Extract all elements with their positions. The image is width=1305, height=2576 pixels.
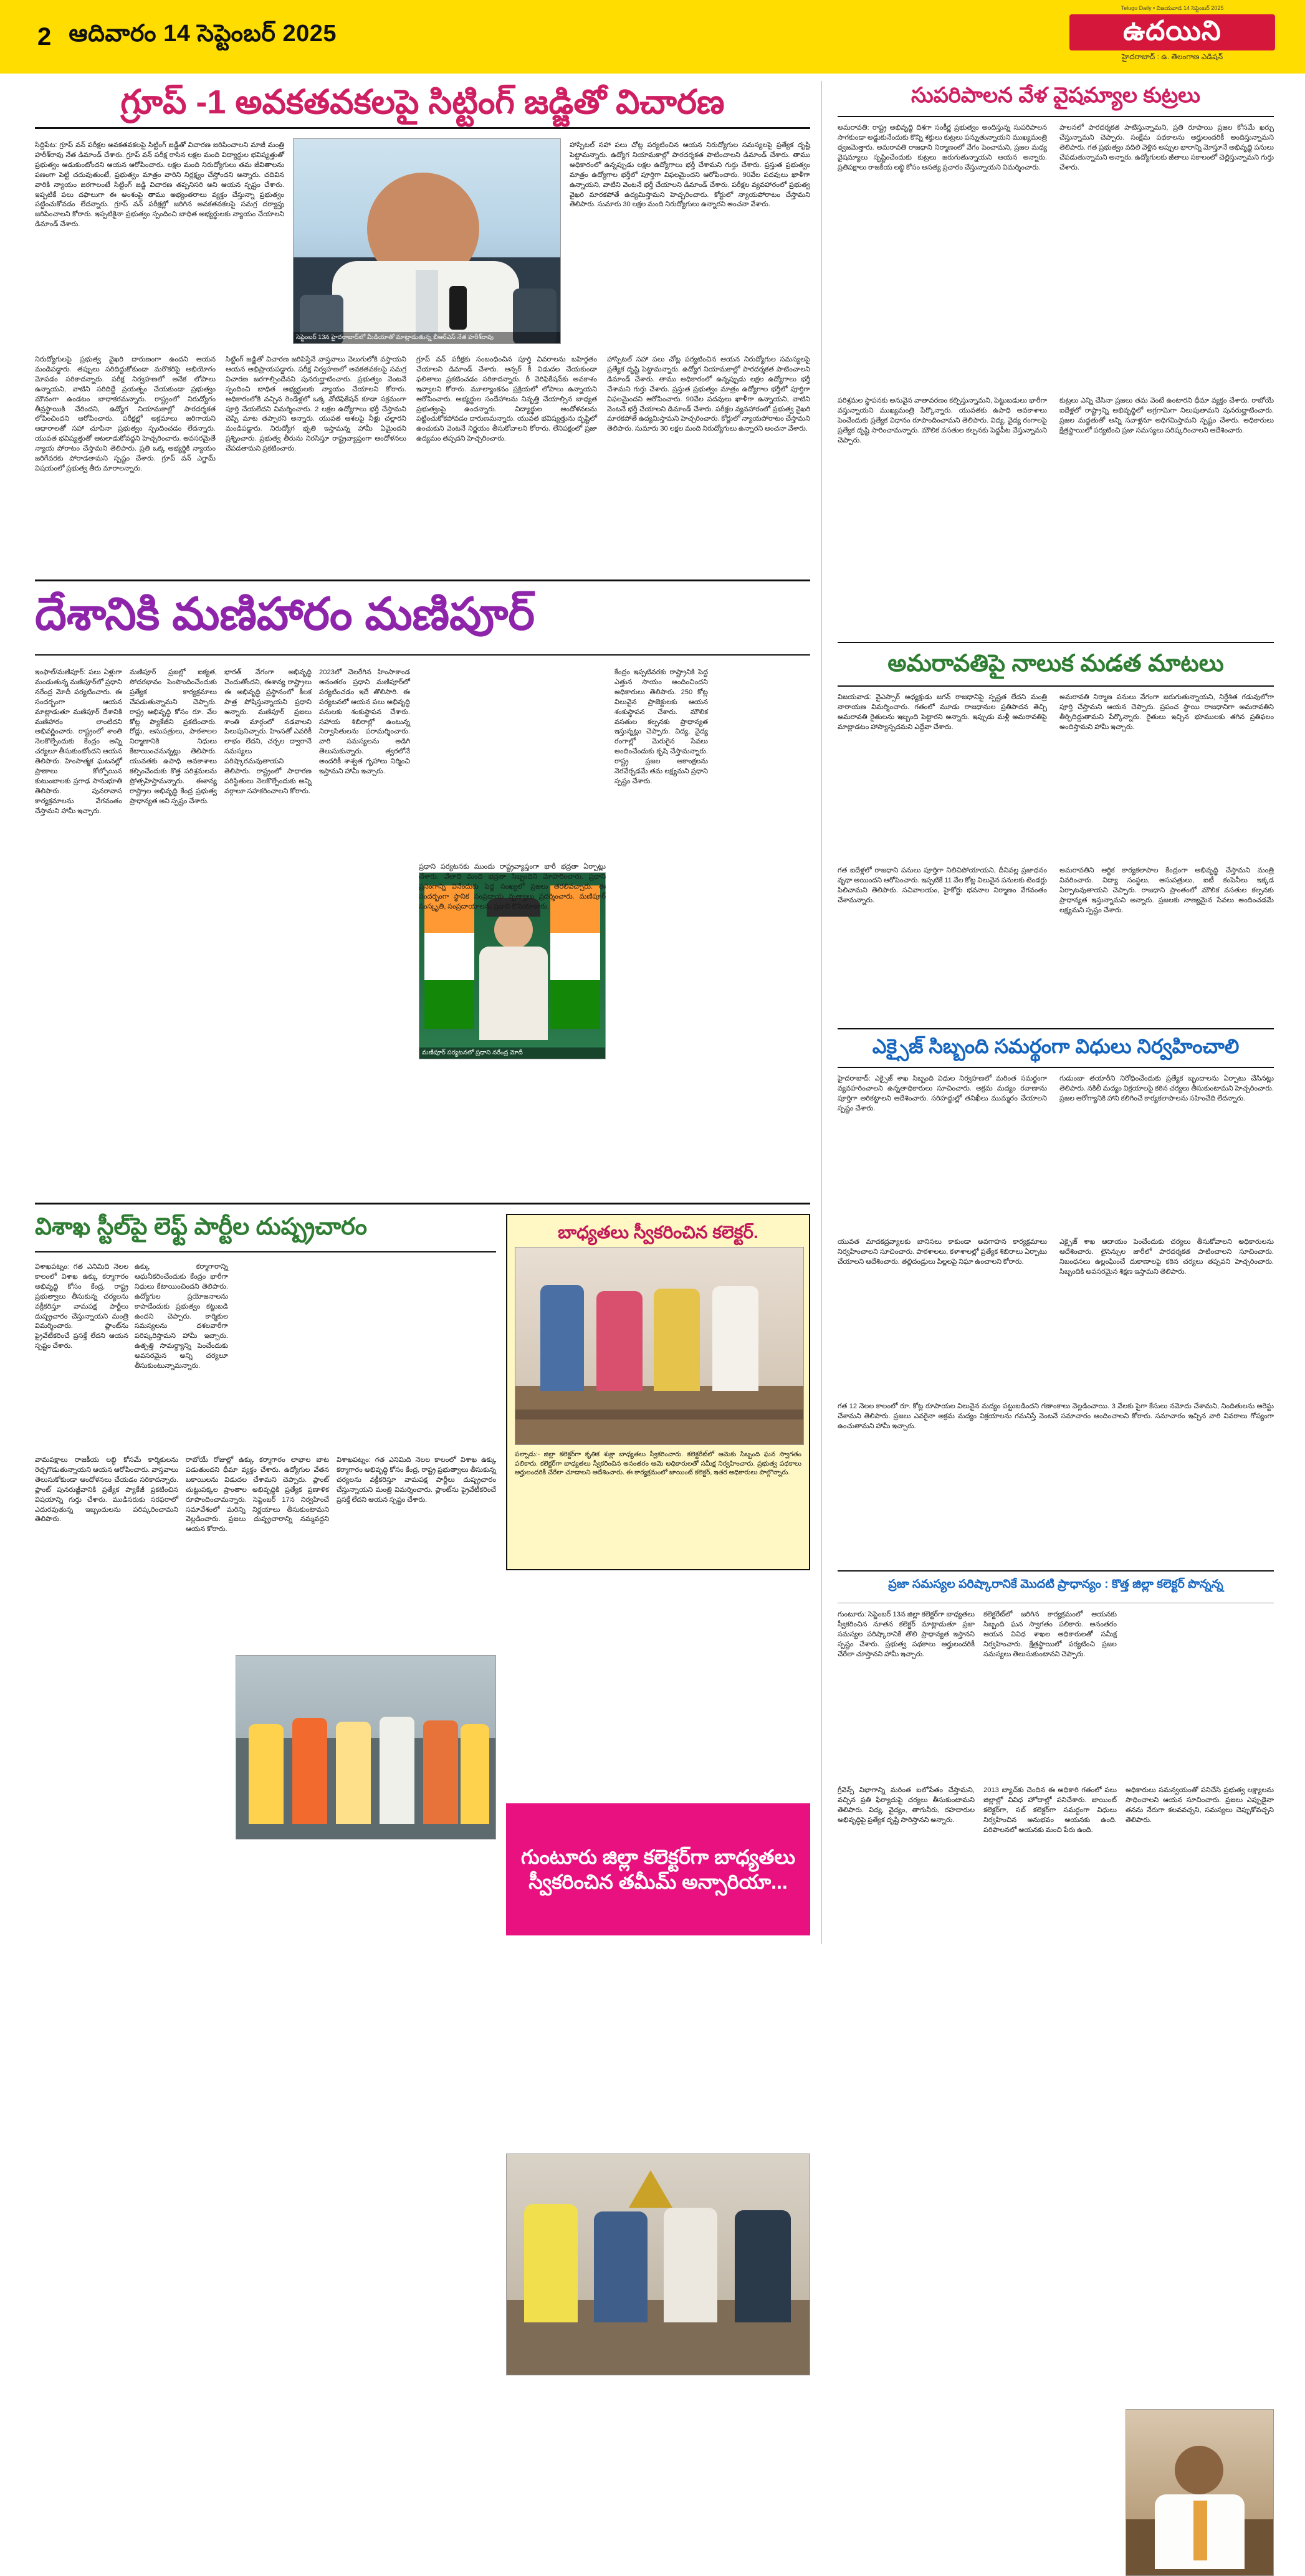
- right-b-col3: గత ఐదేళ్లలో రాజధాని పనులు పూర్తిగా నిలిచిపోయాయని, దీనివల్ల ప్రజాధనం వృథా అయిందని ఆరోపించారు. ఇప్పటికే 11 వేల కోట్ల విలువైన పనులకు టెండర్లు పిలిచామని తెలిపారు. సచివాలయం, హైకోర్టు భవనాల నిర్మాణం వేగవంతం చేశామన్నారు.: [838, 867, 1047, 904]
- right-a-col1: అమరావతి: రాష్ట్ర అభివృద్ధి దిశగా సంకీర్ణ ప్రభుత్వం అందిస్తున్న సుపరిపాలన సాగకుండా అడ్డుకునేందుకు కొన్ని శక్తులు కుట్రలు పన్నుతున్నాయని ముఖ్యమంత్రి ధ్వజమెత్తారు. అమరావతి రాజధాని నిర్మాణంలో వేగం పెంచామని, ప్రజల మధ్య వైషమ్యాలు సృష్టించేందుకు కుట్రలు జరుగుతున్నాయని ఆయన అన్నారు. ప్రతిపక్షాలు రాజకీయ లబ్ధి కోసం అసత్య ప్రచారం చేస్తున్నాయని విమర్శించారు.: [838, 124, 1047, 171]
- right-b-col2: అమరావతి నిర్మాణ పనులు వేగంగా జరుగుతున్నాయని, నిర్దేశిత గడువులోగా పూర్తి చేస్తామని ఆయన చెప్పారు. ప్రపంచ స్థాయి రాజధానిగా అమరావతిని తీర్చిదిద్దుతామని పేర్కొన్నారు. రైతులు ఇచ్చిన భూములకు తగిన ప్రతిఫలం అందిస్తామని హామీ ఇచ్చారు.: [1059, 694, 1274, 731]
- right-c-col4: ఎక్సైజ్ శాఖ ఆదాయం పెంచేందుకు చర్యలు తీసుకోవాలని అధికారులను ఆదేశించారు. లైసెన్సుల జారీలో పారదర్శకత పాటించాలని సూచించారు. నిబంధనలు ఉల్లంఘించే దుకాణాలపై కఠిన చర్యలు తప్పవని హెచ్చరించారు. సిబ్బందికి అవసరమైన శిక్షణ ఇస్తామని తెలిపారు.: [1059, 1238, 1274, 1276]
- story5-photo: [506, 2154, 810, 2375]
- story1-headline: గ్రూప్ -1 అవకతవకలపై సిట్టింగ్ జడ్జితో విచారణ: [120, 83, 725, 121]
- masthead-left: [0, 21, 337, 53]
- right-d-col3: గ్రీవెన్స్ విభాగాన్ని మరింత బలోపేతం చేస్తామని, వచ్చిన ప్రతి ఫిర్యాదుపై చర్యలు తీసుకుంటామని తెలిపారు. విద్య, వైద్యం, తాగునీరు, రహదారుల అభివృద్ధిపై ప్రత్యేక దృష్టి సారిస్తానని అన్నారు.: [838, 1787, 975, 1824]
- right-b-bottom-rule: [838, 1028, 1274, 1029]
- right-b-col1: విజయవాడ: వైఎస్సార్ అధ్యక్షుడు జగన్ రాజధానిపై స్పష్టత లేదని మంత్రి నారాయణ విమర్శించారు. గతంలో మూడు రాజధానుల ప్రతిపాదన తెచ్చి అమరావతి రైతులను ఇబ్బంది పెట్టారని అన్నారు. ఇప్పుడు మళ్లీ అమరావతిపై మాట్లాడటం హాస్యాస్పదమని ఎద్దేవా చేశారు.: [838, 694, 1047, 731]
- story1-col3: నిరుద్యోగులపై ప్రభుత్వ వైఖరి దారుణంగా ఉందని ఆయన మండిపడ్డారు. తప్పులు సరిదిద్దుకోకుండా మరొకరిపై అభియోగం మోపడం సరికాదన్నారు. పరీక్ష నిర్వహణలో అనేక లోపాలు ఉన్నాయని, వాటిని సరిదిద్దే ప్రయత్నం చేయకుండా ప్రభుత్వం మౌనంగా ఉండటం బాధాకరమన్నారు. రాష్ట్రంలో నిరుద్యోగం తీవ్రస్థాయికి చేరిందని, ఉద్యోగ నియామకాల్లో పారదర్శకత లోపించిందని ఆరోపించారు. పరీక్షల్లో అక్రమాలు జరిగాయని ఆధారాలతో సహా చూపినా ప్రభుత్వం స్పందించడం లేదన్నారు. యువత భవిష్యత్తుతో ఆటలాడుకోవద్దని హెచ్చరించారు. అవసరమైతే న్యాయ పోరాటం చేస్తామని తెలిపారు. ప్రతి ఒక్క అభ్యర్థికి న్యాయం జరిగేవరకు పోరాడతామని స్పష్టం చేశారు. గ్రూప్ వన్ ఎగ్జామ్ విషయంలో ప్రభుత్వ తీరు మారాలన్నారు.: [35, 356, 216, 472]
- story5-pink-caption: గుంటూరు జిల్లా కలెక్టర్‌గా బాధ్యతలు స్వీకరించిన తమీమ్ అన్సారియా...: [520, 1846, 796, 1893]
- story-group1-headline-wrap: [35, 80, 810, 135]
- story2-bottom-rule: [35, 1203, 810, 1205]
- story2-photo-caption: మణిపూర్ పర్యటనలో ప్రధాని నరేంద్ర మోదీ: [419, 1047, 605, 1059]
- right-story-a-headline: సుపరిపాలన వేళ వైషమ్యాల కుట్రలు: [911, 83, 1201, 107]
- story2-col5: ప్రధాని పర్యటనకు ముందు రాష్ట్రవ్యాప్తంగా భారీ భద్రతా ఏర్పాట్లు చేశారు. వేలాది మంది భద్రతా సిబ్బందిని మోహరించారు. ప్రధాని ప్రసంగాన్ని వినేందుకు పెద్ద సంఖ్యలో ప్రజలు తరలివచ్చారు. ఈ సందర్భంగా స్థానిక సంప్రదాయ నృత్యాలు ప్రదర్శించారు. మణిపూర్ సంస్కృతి, సంప్రదాయాలను ప్రధాని కొనియాడారు.: [419, 863, 606, 910]
- right-story-d-photo: [1126, 2409, 1274, 2576]
- story1-col1: సిద్దిపేట: గ్రూప్ వన్ పరీక్షల అవకతవకలపై సిట్టింగ్ జడ్జీతో విచారణ జరిపించాలని మాజీ మంత్రి హరీశ్‌రావు నేత డిమాండ్ చేశారు. గ్రూప్ వన్ పరీక్ష రాసిన లక్షల మంది విద్యార్థుల భవిష్యత్తుతో ప్రభుత్వం ఆడుకుంటోందని ఆయన ఆరోపించారు. లక్షల మంది నిరుద్యోగులు తమ జీవితాలను పణంగా పెట్టి చదువుతుంటే, ప్రభుత్వం మాత్రం వారిని నిర్లక్ష్యం చేస్తోందని అన్నారు. చదివిన వారికి న్యాయం జరగాలంటే సిట్టింగ్ జడ్జి విచారణ తప్పనిసరి అని ఆయన స్పష్టం చేశారు. ఇప్పటికే పలు దఫాలుగా ఈ అంశంపై తాము అభ్యంతరాలు వ్యక్తం చేస్తున్నా ప్రభుత్వం పట్టించుకోవడం లేదన్నారు. గ్రూప్ వన్ పరీక్షల్లో జరిగిన అవకతవకలపై సమగ్ర దర్యాప్తు జరిపించాలని కోరారు. ఇప్పటికైనా ప్రభుత్వం స్పందించి బాధిత అభ్యర్థులకు న్యాయం చేయాలని డిమాండ్ చేశారు.: [35, 141, 284, 229]
- column-divider-main: [821, 81, 822, 1944]
- logo-sub-text: హైదరాబాద్ : ఉ. తెలంగాణ ఎడిషన్: [1121, 52, 1223, 62]
- right-story-c-rule: [838, 1067, 1274, 1068]
- page-number: 2: [37, 22, 52, 50]
- story3-col3: వామపక్షాలు రాజకీయ లబ్ధి కోసమే కార్మికులను రెచ్చగొడుతున్నాయని ఆయన ఆరోపించారు. వాస్తవాలు తెలుసుకోకుండా ఆందోళనలు చేయడం సరికాదన్నారు. ప్లాంట్ పునరుజ్జీవానికి ప్రత్యేక ప్యాకేజీ ప్రకటించిన విషయాన్ని గుర్తు చేశారు. ముడిసరుకు సరఫరాలో ఎదురవుతున్న ఇబ్బందులను పరిష్కరించామని తెలిపారు.: [35, 1456, 178, 1524]
- story2-col6: కేంద్రం ఇప్పటివరకు రాష్ట్రానికి పెద్ద ఎత్తున సాయం అందించిందని అధికారులు తెలిపారు. 250 కోట్ల విలువైన ప్రాజెక్టులకు ఆయన శంకుస్థాపన చేశారు. మౌలిక వసతుల కల్పనకు ప్రాధాన్యత ఇస్తున్నట్లు చెప్పారు. విద్య, వైద్య రంగాల్లో మెరుగైన సేవలు అందించేందుకు కృషి చేస్తామన్నారు. రాష్ట్ర ప్రజల ఆకాంక్షలను నెరవేర్చడమే తమ లక్ష్యమని ప్రధాని స్పష్టం చేశారు.: [614, 669, 708, 785]
- story4-headline: బాధ్యతలు స్వీకరించిన కలెక్టర్.: [558, 1223, 758, 1242]
- right-d-col1: గుంటూరు: సెప్టెంబర్ 13న జిల్లా కలెక్టర్‌గా బాధ్యతలు స్వీకరించిన నూతన కలెక్టర్ మాట్లాడుతూ ప్రజా సమస్యల పరిష్కారానికే తొలి ప్రాధాన్యత ఇస్తానని స్పష్టం చేశారు. ప్రభుత్వ పథకాలు అర్హులందరికీ చేరేలా చూస్తానని హామీ ఇచ్చారు.: [838, 1611, 975, 1658]
- right-story-a-rule: [838, 116, 1274, 117]
- right-story-b-rule: [838, 685, 1274, 687]
- right-a-bottom-rule: [838, 642, 1274, 643]
- story3-rule: [35, 1251, 496, 1252]
- story2-col2: మణిపూర్ ప్రజల్లో ఐక్యత, సోదరభావం పెంపొందించేందుకు ప్రత్యేక కార్యక్రమాలు చేపడుతున్నామని చెప్పారు. రాష్ట్ర అభివృద్ధి కోసం రూ. వేల కోట్ల ప్యాకేజీని ప్రకటించారు. రోడ్లు, ఆసుపత్రులు, పాఠశాలల నిర్మాణానికి నిధులు కేటాయించనున్నట్లు తెలిపారు. యువతకు ఉపాధి అవకాశాలు కల్పించేందుకు కొత్త పరిశ్రమలను ప్రోత్సహిస్తామన్నారు. ఈశాన్య రాష్ట్రాల అభివృద్ధి కేంద్ర ప్రభుత్వ ప్రాధాన్యత అని స్పష్టం చేశారు.: [130, 669, 217, 805]
- story2-col4: 2023లో చెలరేగిన హింసాకాండ అనంతరం ప్రధాని మణిపూర్‌లో పర్యటించడం ఇదే తొలిసారి. ఈ పర్యటనలో ఆయన పలు అభివృద్ధి పనులకు శంకుస్థాపన చేశారు. సహాయ శిబిరాల్లో ఉంటున్న నిర్వాసితులను పరామర్శించారు. వారి సమస్యలను అడిగి తెలుసుకున్నారు. త్వరలోనే అందరికీ శాశ్వత గృహాలు నిర్మించి ఇస్తామని హామీ ఇచ్చారు.: [319, 669, 410, 776]
- story1-photo-caption: సెప్టెంబర్ 13న హైదరాబాద్‌లో మీడియాతో మాట్లాడుతున్న బీఆర్ఎస్ నేత హరీశ్‌రావు: [294, 332, 560, 343]
- story3-col1: విశాఖపట్నం: గత ఎనిమిది నెలల కాలంలో విశాఖ ఉక్కు కర్మాగారం అభివృద్ధి కోసం కేంద్ర, రాష్ట్ర ప్రభుత్వాలు తీసుకున్న చర్యలను వక్రీకరిస్తూ వామపక్ష పార్టీలు దుష్ప్రచారం చేస్తున్నాయని మంత్రి విమర్శించారు. ప్లాంట్‌ను ప్రైవేటీకరించే ప్రసక్తే లేదని ఆయన స్పష్టం చేశారు.: [35, 1263, 128, 1350]
- right-d-col4: 2013 బ్యాచ్‌కు చెందిన ఈ అధికారి గతంలో పలు జిల్లాల్లో వివిధ హోదాల్లో పనిచేశారు. జాయింట్ కలెక్టర్‌గా, సబ్ కలెక్టర్‌గా సమర్థంగా విధులు నిర్వహించిన అనుభవం ఆయనకు ఉంది. పరిపాలనలో ఆయనకు మంచి పేరు ఉంది.: [983, 1787, 1117, 1834]
- story1-rule: [35, 127, 810, 129]
- right-c-col2: గుడుంబా తయారీని నిరోధించేందుకు ప్రత్యేక బృందాలను ఏర్పాటు చేసినట్లు తెలిపారు. నకిలీ మద్యం విక్రయాలపై కఠిన చర్యలు తీసుకుంటామని హెచ్చరించారు. ప్రజల ఆరోగ్యానికి హాని కలిగించే కార్యకలాపాలను సహించేది లేదన్నారు.: [1059, 1075, 1274, 1102]
- right-d-col2: కలెక్టరేట్‌లో జరిగిన కార్యక్రమంలో ఆయనకు సిబ్బంది ఘన స్వాగతం పలికారు. అనంతరం ఆయన వివిధ శాఖల అధికారులతో సమీక్ష నిర్వహించారు. క్షేత్రస్థాయిలో పర్యటించి ప్రజల సమస్యలు తెలుసుకుంటానని చెప్పారు.: [983, 1611, 1117, 1658]
- right-a-col2: పాలనలో పారదర్శకత పాటిస్తున్నామని, ప్రతి రూపాయి ప్రజల కోసమే ఖర్చు చేస్తున్నామని చెప్పారు. సంక్షేమ పథకాలను అర్హులందరికీ అందిస్తున్నామని తెలిపారు. గత ప్రభుత్వం వదిలి వెళ్లిన అప్పుల భారాన్ని మోస్తూనే అభివృద్ధి పనులు చేపడుతున్నామని అన్నారు. ఉద్యోగులకు జీతాలు సకాలంలో చెల్లిస్తున్నామని గుర్తు చేశారు.: [1059, 124, 1274, 171]
- right-b-col4: అమరావతిని ఆర్థిక కార్యకలాపాల కేంద్రంగా అభివృద్ధి చేస్తామని మంత్రి వివరించారు. విద్యా సంస్థలు, ఆసుపత్రులు, ఐటీ కంపెనీలు ఇక్కడ ఏర్పాటవుతాయని చెప్పారు. రాజధాని ప్రాంతంలో మౌలిక వసతుల కల్పనకు ప్రాధాన్యత ఇస్తున్నామని అన్నారు. ప్రజలకు నాణ్యమైన సేవలు అందించడమే లక్ష్యమని స్పష్టం చేశారు.: [1059, 867, 1274, 914]
- story1-bottom-rule: [35, 580, 810, 581]
- story2-headline: దేశానికి మణిహారం మణిపూర్: [35, 589, 535, 639]
- masthead-date: ఆదివారం 14 సెప్టెంబర్ 2025: [69, 21, 337, 47]
- story2-col3: భారత్ వేగంగా అభివృద్ధి చెందుతోందని, ఈశాన్య రాష్ట్రాలు ఈ అభివృద్ధి ప్రస్థానంలో కీలక పాత్ర పోషిస్తున్నాయని ప్రధాని అన్నారు. మణిపూర్ ప్రజలు శాంతి మార్గంలో నడవాలని పిలుపునిచ్చారు. హింసతో ఎవరికీ లాభం లేదని, చర్చల ద్వారానే సమస్యలు పరిష్కారమవుతాయని తెలిపారు. రాష్ట్రంలో సాధారణ పరిస్థితులు నెలకొల్పేందుకు అన్ని వర్గాలూ సహకరించాలని కోరారు.: [224, 669, 312, 795]
- story4-caption: పల్నాడు:- జిల్లా కలెక్టర్‌గా కృతిక శుక్లా బాధ్యతలు స్వీకరించారు. కలెక్టరేట్‌లో ఆమెకు సిబ్బంది ఘన స్వాగతం పలికారు. కలెక్టర్‌గా బాధ్యతలు స్వీకరించిన అనంతరం ఆమె అధికారులతో సమీక్ష నిర్వహించారు. ప్రభుత్వ పథకాలు అర్హులందరికీ చేరేలా చూడాలని ఆదేశించారు. ఈ కార్యక్రమంలో జాయింట్ కలెక్టర్, ఇతర అధికారులు పాల్గొన్నారు.: [515, 1451, 801, 1477]
- logo-badge: ఉదయిని: [1069, 14, 1275, 50]
- masthead: [0, 0, 1305, 74]
- right-story-b-headline: అమరావతిపై నాలుక మడత మాటలు: [887, 651, 1224, 677]
- story1-photo: [293, 138, 561, 344]
- right-a-col3: పరిశ్రమల స్థాపనకు అనువైన వాతావరణం కల్పిస్తున్నామని, పెట్టుబడులు భారీగా వస్తున్నాయని ముఖ్యమంత్రి పేర్కొన్నారు. యువతకు ఉపాధి అవకాశాలు పెంచేందుకు ప్రత్యేక విధానం రూపొందించామని తెలిపారు. విద్య, వైద్య రంగాలపై ప్రత్యేక దృష్టి సారించామన్నారు. మౌలిక వసతుల కల్పనకు పెద్దపీట వేస్తున్నామని చెప్పారు.: [838, 397, 1047, 444]
- publication-logo: [1069, 5, 1275, 63]
- right-a-col4: కుట్రలు ఎన్ని చేసినా ప్రజలు తమ వెంటే ఉంటారని ధీమా వ్యక్తం చేశారు. రాబోయే ఐదేళ్లలో రాష్ట్రాన్ని అభివృద్ధిలో అగ్రగామిగా నిలుపుతామని పునరుద్ఘాటించారు. ప్రజల మద్దతుతో అన్ని సవాళ్లనూ అధిగమిస్తామని స్పష్టం చేశారు. అధికారులు క్షేత్రస్థాయిలో పర్యటించి ప్రజా సమస్యలు పరిష్కరించాలని ఆదేశించారు.: [1059, 397, 1274, 434]
- story2-col7: [717, 668, 810, 1191]
- right-c-col1: హైదరాబాద్: ఎక్సైజ్ శాఖ సిబ్బంది విధుల నిర్వహణలో మరింత సమర్థంగా వ్యవహరించాలని ఉన్నతాధికారులు సూచించారు. అక్రమ మద్యం రవాణాను పూర్తిగా అరికట్టాలని ఆదేశించారు. సరిహద్దుల్లో తనిఖీలు ముమ్మరం చేయాలని స్పష్టం చేశారు.: [838, 1075, 1047, 1112]
- story5-pink-caption-box: [506, 1803, 810, 1935]
- right-c-col3: యువత మాదకద్రవ్యాలకు బానిసలు కాకుండా అవగాహన కార్యక్రమాలు నిర్వహించాలని సూచించారు. పాఠశాలలు, కళాశాలల్లో ప్రత్యేక శిబిరాలు ఏర్పాటు చేయాలని ఆదేశించారు. తల్లిదండ్రులు పిల్లలపై నిఘా ఉంచాలని కోరారు.: [838, 1238, 1047, 1266]
- story2-rule: [35, 654, 810, 656]
- story3-col2: ఉక్కు కర్మాగారాన్ని ఆధునీకరించేందుకు కేంద్రం భారీగా నిధులు కేటాయించిందని తెలిపారు. ఉద్యోగుల ప్రయోజనాలను కాపాడేందుకు ప్రభుత్వం కట్టుబడి ఉందని చెప్పారు. కార్మికుల సమస్యలను దశలవారీగా పరిష్కరిస్తామని హామీ ఇచ్చారు. ఉత్పత్తి సామర్థ్యాన్ని పెంచేందుకు అవసరమైన అన్ని చర్యలూ తీసుకుంటున్నామన్నారు.: [135, 1263, 228, 1370]
- story2-col1: ఇంఫాల్/మణిపూర్: పలు ఏళ్లుగా మండుతున్న మణిపూర్‌లో ప్రధాని నరేంద్ర మోదీ పర్యటించారు. ఈ సందర్భంగా ఆయన మాట్లాడుతూ మణిపూర్ దేశానికి మణిహారం లాంటిదని అభివర్ణించారు. రాష్ట్రంలో శాంతి నెలకొల్పేందుకు కేంద్రం అన్ని చర్యలూ తీసుకుంటోందని ఆయన తెలిపారు. హింసాత్మక ఘటనల్లో ప్రాణాలు కోల్పోయిన కుటుంబాలకు ప్రగాఢ సానుభూతి తెలిపారు. పునరావాస కార్యక్రమాలను వేగవంతం చేస్తామని హామీ ఇచ్చారు.: [35, 669, 122, 815]
- right-c-col5: గత 12 నెలల కాలంలో రూ. కోట్ల రూపాయల విలువైన మద్యం పట్టుబడిందని గణాంకాలు వెల్లడించాయి. 3 వేలకు పైగా కేసులు నమోదు చేశామని, నిందితులను అరెస్టు చేశామని తెలిపారు. ప్రజలు ఎవరైనా అక్రమ మద్యం విక్రయాలను గమనిస్తే వెంటనే సమాచారం అందించాలని కోరారు. సమాచారం ఇచ్చిన వారి వివరాలు గోప్యంగా ఉంచుతామని హామీ ఇచ్చారు.: [838, 1403, 1274, 1430]
- story1-col2: హాస్పిటల్ సహా పలు చోట్ల పర్యటించిన ఆయన నిరుద్యోగుల సమస్యలపై ప్రత్యేక దృష్టి పెట్టామన్నారు. ఉద్యోగ నియామకాల్లో పారదర్శకత పాటించాలని డిమాండ్ చేశారు. తాము అధికారంలో ఉన్నప్పుడు లక్షల ఉద్యోగాలు భర్తీ చేశామని గుర్తు చేశారు. ప్రస్తుత ప్రభుత్వం మాత్రం ఉద్యోగాల భర్తీలో పూర్తిగా విఫలమైందని ఆరోపించారు. 90వేల పదవులు ఖాళీగా ఉన్నాయని, వాటిని వెంటనే భర్తీ చేయాలని డిమాండ్ చేశారు. పరీక్షల వ్యవహారంలో ప్రభుత్వ వైఖరి మారకపోతే ఉద్యమిస్తామని హెచ్చరించారు. కోర్టులో న్యాయపోరాటం చేస్తామని తెలిపారు. సుమారు 30 లక్షల మంది నిరుద్యోగులు ఉన్నారని అంచనా వేశారు.: [570, 141, 810, 209]
- story3-col5: విశాఖపట్నం: గత ఎనిమిది నెలల కాలంలో విశాఖ ఉక్కు కర్మాగారం అభివృద్ధి కోసం కేంద్ర, రాష్ట్ర ప్రభుత్వాలు తీసుకున్న చర్యలను వక్రీకరిస్తూ వామపక్ష పార్టీలు దుష్ప్రచారం చేస్తున్నాయని మంత్రి విమర్శించారు. ప్లాంట్‌ను ప్రైవేటీకరించే ప్రసక్తే లేదని ఆయన స్పష్టం చేశారు.: [337, 1456, 496, 1504]
- story1-col6: హాస్పిటల్ సహా పలు చోట్ల పర్యటించిన ఆయన నిరుద్యోగుల సమస్యలపై ప్రత్యేక దృష్టి పెట్టామన్నారు. ఉద్యోగ నియామకాల్లో పారదర్శకత పాటించాలని డిమాండ్ చేశారు. తాము అధికారంలో ఉన్నప్పుడు లక్షల ఉద్యోగాలు భర్తీ చేశామని గుర్తు చేశారు. ప్రస్తుత ప్రభుత్వం మాత్రం ఉద్యోగాల భర్తీలో పూర్తిగా విఫలమైందని ఆరోపించారు. 90వేల పదవులు ఖాళీగా ఉన్నాయని, వాటిని వెంటనే భర్తీ చేయాలని డిమాండ్ చేశారు. పరీక్షల వ్యవహారంలో ప్రభుత్వ వైఖరి మారకపోతే ఉద్యమిస్తామని హెచ్చరించారు. కోర్టులో న్యాయపోరాటం చేస్తామని తెలిపారు. సుమారు 30 లక్షల మంది నిరుద్యోగులు ఉన్నారని అంచనా వేశారు.: [607, 356, 810, 433]
- story3-col4: రాబోయే రోజుల్లో ఉక్కు కర్మాగారం లాభాల బాట పడుతుందని ధీమా వ్యక్తం చేశారు. ఉద్యోగుల వేతన బకాయిలను విడుదల చేశామని చెప్పారు. ప్లాంట్ చుట్టుపక్కల ప్రాంతాల అభివృద్ధికి ప్రత్యేక ప్రణాళిక రూపొందించామన్నారు. సెప్టెంబర్ 17న నిర్వహించే సమావేశంలో మరిన్ని నిర్ణయాలు తీసుకుంటామని వెల్లడించారు. ప్రజలు దుష్ప్రచారాన్ని నమ్మవద్దని ఆయన కోరారు.: [186, 1456, 329, 1534]
- right-story-c-headline: ఎక్సైజ్ సిబ్బంది సమర్థంగా విధులు నిర్వహించాలి: [872, 1035, 1240, 1057]
- story1-col5: గ్రూప్ వన్ పరీక్షకు సంబంధించిన పూర్తి వివరాలను బహిర్గతం చేయాలని డిమాండ్ చేశారు. ఆన్సర్ కీ విడుదల చేయకుండా ఫలితాలు ప్రకటించడం సరికాదన్నారు. రీ వెరిఫికేషన్‌కు అవకాశం ఇవ్వాలని కోరారు. మూల్యాంకనం ప్రక్రియలో లోపాలు ఉన్నాయని ఆరోపించారు. అభ్యర్థుల సందేహాలను నివృత్తి చేయాల్సిన బాధ్యత ప్రభుత్వంపై ఉందన్నారు. విద్యార్థుల ఆందోళనలను పట్టించుకోకపోవడం దారుణమన్నారు. యువత భవిష్యత్తును దృష్టిలో ఉంచుకుని వెంటనే నిర్ణయం తీసుకోవాలని కోరారు. లేనిపక్షంలో ప్రజా ఉద్యమం తప్పదని హెచ్చరించారు.: [416, 356, 597, 443]
- right-d-col5: అధికారులు సమన్వయంతో పనిచేసి ప్రభుత్వ లక్ష్యాలను సాధించాలని ఆయన సూచించారు. ప్రజలు ఎప్పుడైనా తనను నేరుగా కలవవచ్చని, సమస్యలు చెప్పుకోవచ్చని తెలిపారు.: [1126, 1787, 1274, 1824]
- story4-photo: [515, 1247, 804, 1445]
- story1-col4: సిట్టింగ్ జడ్జితో విచారణ జరిపిస్తేనే వాస్తవాలు వెలుగులోకి వస్తాయని ఆయన అభిప్రాయపడ్డారు. పరీక్ష నిర్వహణలో అవకతవకలపై సమగ్ర విచారణ జరగాల్సిందేనని పునరుద్ఘాటించారు. ప్రభుత్వం వెంటనే స్పందించి బాధిత అభ్యర్థులకు న్యాయం చేయాలని కోరారు. అధికారంలోకి వచ్చిన రెండేళ్లలో ఒక్క నోటిఫికేషన్ కూడా సక్రమంగా పూర్తి చేయలేదని విమర్శించారు. 2 లక్షల ఉద్యోగాలు భర్తీ చేస్తామని చెప్పి మాట తప్పారని అన్నారు. యువత ఆశలపై నీళ్లు చల్లారని మండిపడ్డారు. నిరుద్యోగ భృతి ఇస్తామన్న హామీ ఏమైందని ప్రశ్నించారు. ప్రభుత్వ తీరును నిరసిస్తూ రాష్ట్రవ్యాప్తంగా ఆందోళనలు చేపడతామని ప్రకటించారు.: [226, 356, 406, 453]
- story3-headline: విశాఖ స్టీల్‌పై లెఫ్ట్ పార్టీల దుష్ప్రచారం: [35, 1214, 367, 1240]
- right-c-bottom-rule: [838, 1570, 1274, 1572]
- logo-top-text: Telugu Daily • విజయవాడ 14 సెప్టెంబర్ 2025: [1121, 5, 1224, 11]
- right-story-d-headline: ప్రజా సమస్యల పరిష్కారానికే మొదటి ప్రాధాన్యం : కొత్త జిల్లా కలెక్టర్ పొన్నన్న: [888, 1578, 1223, 1591]
- story4-box: [506, 1214, 810, 1570]
